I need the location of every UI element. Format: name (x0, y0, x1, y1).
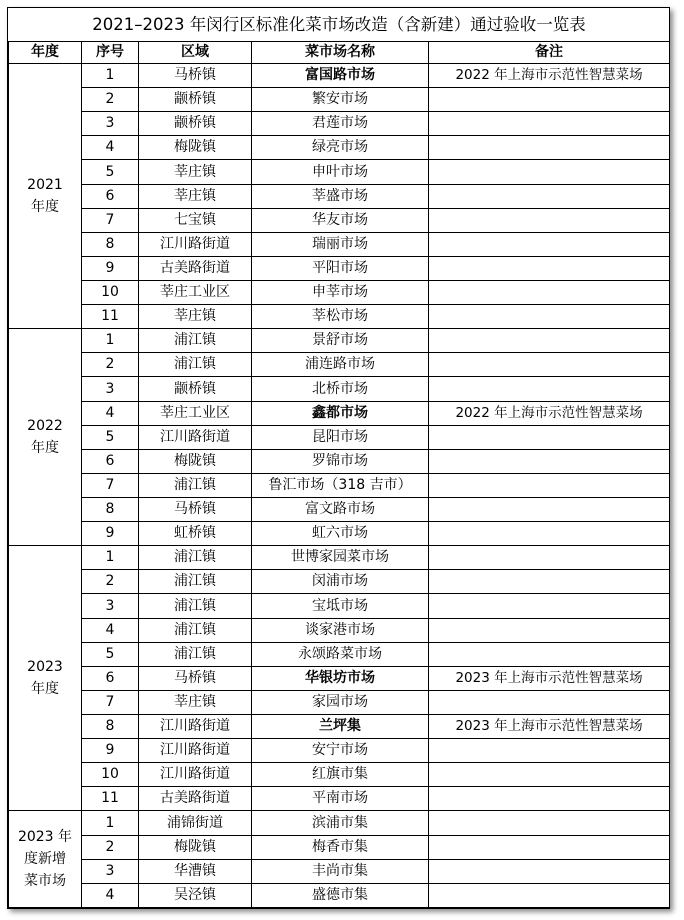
seq-cell: 7 (82, 690, 139, 714)
market-name-cell: 安宁市场 (252, 739, 429, 763)
market-name-cell: 虹六市场 (252, 522, 429, 546)
note-cell (429, 618, 670, 642)
table-row (9, 160, 670, 184)
market-name-cell: 红旗市集 (252, 763, 429, 787)
table-row (9, 546, 670, 570)
district-cell: 江川路街道 (139, 763, 252, 787)
year-label-line: 度新增 (24, 851, 66, 867)
table-row (9, 497, 670, 521)
market-name-cell: 世博家园菜市场 (252, 546, 429, 570)
table-row (9, 329, 670, 353)
district-cell: 莘庄镇 (139, 184, 252, 208)
market-name-cell: 梅香市集 (252, 835, 429, 859)
table-row (9, 232, 670, 256)
district-cell: 梅陇镇 (139, 835, 252, 859)
document-page (7, 7, 670, 909)
note-cell (429, 184, 670, 208)
table-row (9, 425, 670, 449)
table-row (9, 64, 670, 88)
seq-cell: 1 (82, 329, 139, 353)
note-cell (429, 473, 670, 497)
seq-cell: 8 (82, 714, 139, 738)
table-row (9, 883, 670, 907)
market-name-cell: 鑫都市场 (252, 401, 429, 425)
district-cell: 虹桥镇 (139, 522, 252, 546)
seq-cell: 4 (82, 401, 139, 425)
year-group-cell (9, 546, 82, 811)
district-cell: 莘庄工业区 (139, 280, 252, 304)
note-cell (429, 594, 670, 618)
seq-cell: 8 (82, 232, 139, 256)
seq-cell: 5 (82, 642, 139, 666)
market-acceptance-table (8, 8, 670, 908)
market-name-cell: 华银坊市场 (252, 666, 429, 690)
table-row (9, 811, 670, 835)
table-row (9, 787, 670, 811)
year-label-line: 2022 (27, 417, 63, 434)
note-cell (429, 739, 670, 763)
table-row (9, 112, 670, 136)
market-name-cell: 君莲市场 (252, 112, 429, 136)
note-cell (429, 690, 670, 714)
table-row (9, 835, 670, 859)
year-label-line: 2023 年 (17, 828, 73, 845)
district-cell: 马桥镇 (139, 666, 252, 690)
year-label-line: 年度 (31, 681, 59, 698)
table-row (9, 570, 670, 594)
district-cell: 江川路街道 (139, 739, 252, 763)
district-cell: 浦锦街道 (139, 811, 252, 835)
note-cell (429, 811, 670, 835)
table-body (9, 64, 670, 908)
district-cell: 华漕镇 (139, 859, 252, 883)
note-cell (429, 570, 670, 594)
note-cell (429, 546, 670, 570)
seq-cell: 10 (82, 280, 139, 304)
table-row (9, 522, 670, 546)
note-cell (429, 305, 670, 329)
note-cell (429, 787, 670, 811)
table-row (9, 401, 670, 425)
note-cell (429, 208, 670, 232)
seq-cell: 2 (82, 88, 139, 112)
note-cell (429, 280, 670, 304)
header-seq: 序号 (82, 42, 139, 64)
note-cell (429, 256, 670, 280)
note-cell (429, 377, 670, 401)
note-cell: 2022 年上海市示范性智慧菜场 (429, 401, 670, 425)
seq-cell: 9 (82, 739, 139, 763)
seq-cell: 8 (82, 497, 139, 521)
market-name-cell: 鲁汇市场（318 吉市） (252, 473, 429, 497)
market-name-cell: 瑞丽市场 (252, 232, 429, 256)
seq-cell: 1 (82, 811, 139, 835)
market-name-cell: 滨浦市集 (252, 811, 429, 835)
market-name-cell: 谈家港市场 (252, 618, 429, 642)
market-name-cell: 平阳市场 (252, 256, 429, 280)
district-cell: 马桥镇 (139, 64, 252, 88)
note-cell (429, 329, 670, 353)
district-cell: 江川路街道 (139, 232, 252, 256)
note-cell (429, 835, 670, 859)
seq-cell: 11 (82, 787, 139, 811)
district-cell: 浦江镇 (139, 594, 252, 618)
market-name-cell: 绿亮市场 (252, 136, 429, 160)
table-row (9, 618, 670, 642)
seq-cell: 9 (82, 256, 139, 280)
year-label-line: 年度 (31, 199, 59, 216)
market-name-cell: 闵浦市场 (252, 570, 429, 594)
table-row (9, 136, 670, 160)
note-cell (429, 88, 670, 112)
seq-cell: 11 (82, 305, 139, 329)
seq-cell: 1 (82, 546, 139, 570)
district-cell: 浦江镇 (139, 353, 252, 377)
market-name-cell: 富国路市场 (252, 64, 429, 88)
table-row (9, 714, 670, 738)
district-cell: 江川路街道 (139, 425, 252, 449)
market-name-cell: 昆阳市场 (252, 425, 429, 449)
district-cell: 浦江镇 (139, 642, 252, 666)
seq-cell: 3 (82, 112, 139, 136)
market-name-cell: 华友市场 (252, 208, 429, 232)
district-cell: 浦江镇 (139, 329, 252, 353)
note-cell (429, 425, 670, 449)
table-row (9, 353, 670, 377)
table-row (9, 88, 670, 112)
market-name-cell: 莘松市场 (252, 305, 429, 329)
table-row (9, 666, 670, 690)
market-name-cell: 平南市场 (252, 787, 429, 811)
district-cell: 颛桥镇 (139, 88, 252, 112)
seq-cell: 1 (82, 64, 139, 88)
table-row (9, 377, 670, 401)
table-row (9, 208, 670, 232)
seq-cell: 7 (82, 473, 139, 497)
note-cell (429, 763, 670, 787)
district-cell: 古美路街道 (139, 787, 252, 811)
seq-cell: 10 (82, 763, 139, 787)
district-cell: 颛桥镇 (139, 377, 252, 401)
table-row (9, 763, 670, 787)
district-cell: 莘庄镇 (139, 160, 252, 184)
header-year: 年度 (9, 42, 82, 64)
seq-cell: 5 (82, 425, 139, 449)
seq-cell: 3 (82, 377, 139, 401)
district-cell: 马桥镇 (139, 497, 252, 521)
district-cell: 江川路街道 (139, 714, 252, 738)
district-cell: 吴泾镇 (139, 883, 252, 907)
district-cell: 莘庄镇 (139, 690, 252, 714)
note-cell (429, 136, 670, 160)
table-row (9, 594, 670, 618)
header-district: 区域 (139, 42, 252, 64)
district-cell: 浦江镇 (139, 546, 252, 570)
market-name-cell: 丰尚市集 (252, 859, 429, 883)
market-name-cell: 景舒市场 (252, 329, 429, 353)
year-label-line: 菜市场 (24, 873, 66, 890)
note-cell (429, 353, 670, 377)
seq-cell: 6 (82, 666, 139, 690)
note-cell (429, 232, 670, 256)
header-market-name: 菜市场名称 (252, 42, 429, 64)
district-cell: 七宝镇 (139, 208, 252, 232)
district-cell: 古美路街道 (139, 256, 252, 280)
seq-cell: 4 (82, 883, 139, 907)
note-cell: 2022 年上海市示范性智慧菜场 (429, 64, 670, 88)
note-cell (429, 642, 670, 666)
note-cell (429, 160, 670, 184)
seq-cell: 5 (82, 160, 139, 184)
table-row (9, 859, 670, 883)
district-cell: 莘庄镇 (139, 305, 252, 329)
market-name-cell: 兰坪集 (252, 714, 429, 738)
header-row (9, 42, 670, 64)
seq-cell: 4 (82, 136, 139, 160)
table-row (9, 184, 670, 208)
year-label-line: 2023 (27, 658, 63, 675)
market-name-cell: 浦连路市场 (252, 353, 429, 377)
note-cell (429, 112, 670, 136)
table-row (9, 739, 670, 763)
note-cell (429, 883, 670, 907)
year-group-cell (9, 64, 82, 329)
table-row (9, 256, 670, 280)
district-cell: 浦江镇 (139, 570, 252, 594)
district-cell: 颛桥镇 (139, 112, 252, 136)
market-name-cell: 富文路市场 (252, 497, 429, 521)
district-cell: 浦江镇 (139, 473, 252, 497)
market-name-cell: 盛德市集 (252, 883, 429, 907)
note-cell (429, 449, 670, 473)
seq-cell: 3 (82, 859, 139, 883)
seq-cell: 2 (82, 570, 139, 594)
table-row (9, 642, 670, 666)
year-group-cell (9, 811, 82, 908)
seq-cell: 3 (82, 594, 139, 618)
table-row (9, 280, 670, 304)
district-cell: 梅陇镇 (139, 449, 252, 473)
seq-cell: 7 (82, 208, 139, 232)
district-cell: 梅陇镇 (139, 136, 252, 160)
table-row (9, 473, 670, 497)
year-label-line: 2021 (27, 176, 63, 193)
seq-cell: 4 (82, 618, 139, 642)
table-row (9, 690, 670, 714)
market-name-cell: 宝坻市场 (252, 594, 429, 618)
market-name-cell: 申叶市场 (252, 160, 429, 184)
table-row (9, 305, 670, 329)
header-note: 备注 (429, 42, 670, 64)
note-cell (429, 859, 670, 883)
seq-cell: 6 (82, 184, 139, 208)
market-name-cell: 莘盛市场 (252, 184, 429, 208)
seq-cell: 6 (82, 449, 139, 473)
market-name-cell: 家园市场 (252, 690, 429, 714)
note-cell (429, 497, 670, 521)
seq-cell: 2 (82, 835, 139, 859)
seq-cell: 2 (82, 353, 139, 377)
note-cell (429, 522, 670, 546)
note-cell: 2023 年上海市示范性智慧菜场 (429, 666, 670, 690)
market-name-cell: 罗锦市场 (252, 449, 429, 473)
year-label-line: 年度 (31, 440, 59, 457)
table-title: 2021–2023 年闵行区标准化菜市场改造（含新建）通过验收一览表 (9, 8, 670, 42)
market-name-cell: 永颂路菜市场 (252, 642, 429, 666)
market-name-cell: 繁安市场 (252, 88, 429, 112)
note-cell: 2023 年上海市示范性智慧菜场 (429, 714, 670, 738)
district-cell: 浦江镇 (139, 618, 252, 642)
market-name-cell: 北桥市场 (252, 377, 429, 401)
year-group-cell (9, 329, 82, 546)
table-row (9, 449, 670, 473)
seq-cell: 9 (82, 522, 139, 546)
district-cell: 莘庄工业区 (139, 401, 252, 425)
market-name-cell: 申莘市场 (252, 280, 429, 304)
